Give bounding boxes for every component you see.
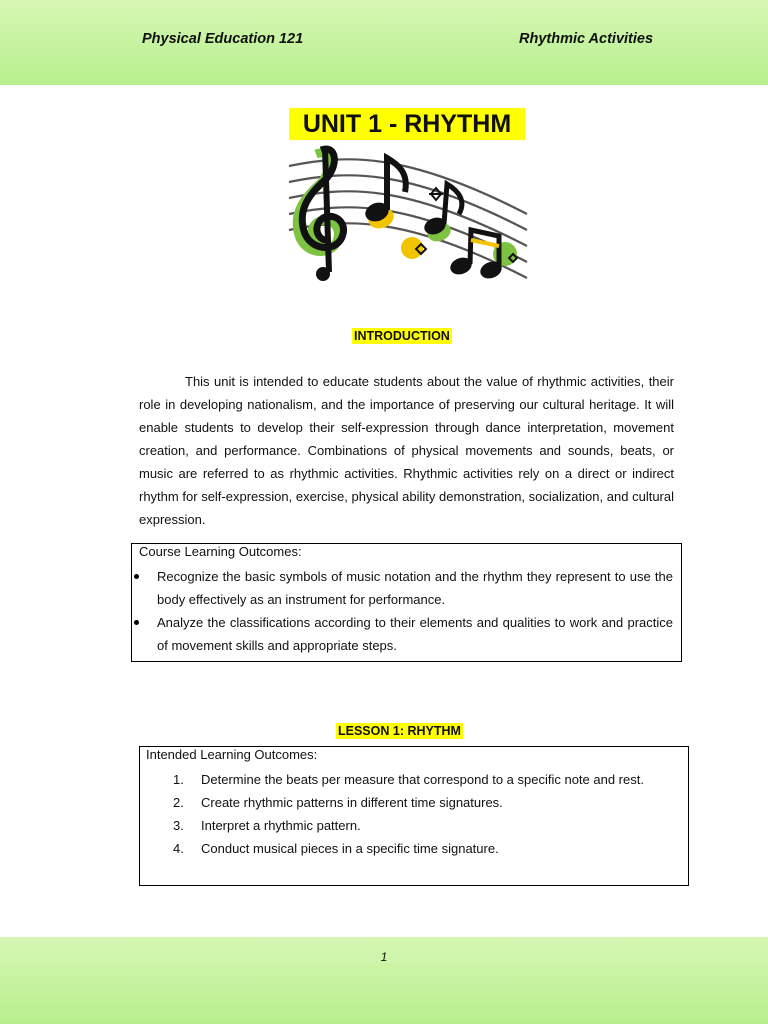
outcome-text: Recognize the basic symbols of music notation and the rhythm they represent to use the body effectively as an instrument for performance. [157,569,673,607]
course-outcomes-title: Course Learning Outcomes: [139,544,302,559]
item-number: 1. [173,772,184,787]
course-name: Physical Education 121 [142,31,304,47]
outcome-text: Analyze the classifications according to their elements and qualities to work and practice of movement skills and appropriate steps. [157,615,673,653]
introduction-heading: INTRODUCTION [354,329,450,343]
page-header [0,0,768,85]
outcome-text: Conduct musical pieces in a specific time signature. [201,841,499,856]
list-item [140,814,688,837]
intended-outcomes-list [140,768,688,860]
course-outcomes-list [132,565,681,657]
subject-name: Rhythmic Activities [519,31,654,47]
list-item [132,565,681,611]
course-learning-outcomes-box [131,543,682,662]
list-item [132,611,681,657]
unit-title: UNIT 1 - RHYTHM [289,108,525,140]
eighth-note [363,158,406,232]
treble-clef [297,148,343,281]
list-item [140,837,688,860]
outcome-text: Determine the beats per measure that correspond to a specific note and rest. [201,772,644,787]
bullet-icon [134,574,139,579]
list-item [140,768,688,791]
page-number: 1 [380,950,388,964]
outcome-text: Interpret a rhythmic pattern. [201,818,361,833]
intended-outcomes-title: Intended Learning Outcomes: [146,747,318,762]
item-number: 3. [173,818,184,833]
page-footer [0,937,768,1024]
intended-learning-outcomes-box [139,746,689,886]
outcome-text: Create rhythmic patterns in different time signatures. [201,795,503,810]
list-item [140,791,688,814]
music-notes-icon [287,144,530,287]
item-number: 4. [173,841,184,856]
item-number: 2. [173,795,184,810]
lesson-heading: LESSON 1: RHYTHM [338,724,461,738]
bullet-icon [134,620,139,625]
introduction-paragraph [139,370,674,531]
introduction-text: This unit is intended to educate students about the value of rhythmic activities, their role in developing nationalism, and the importance of preserving our cultural heritage. It will enable students to develop their self-expression through dance interpretation, movement creation, and performance. Combinations of physical movements and sounds, beats, or music are referred to as rhythmic activities. Rhythmic activities rely on a direct or indirect rhythm for self-expression, exercise, physical ability demonstration, socialization, and cultural expression. [139,374,674,527]
